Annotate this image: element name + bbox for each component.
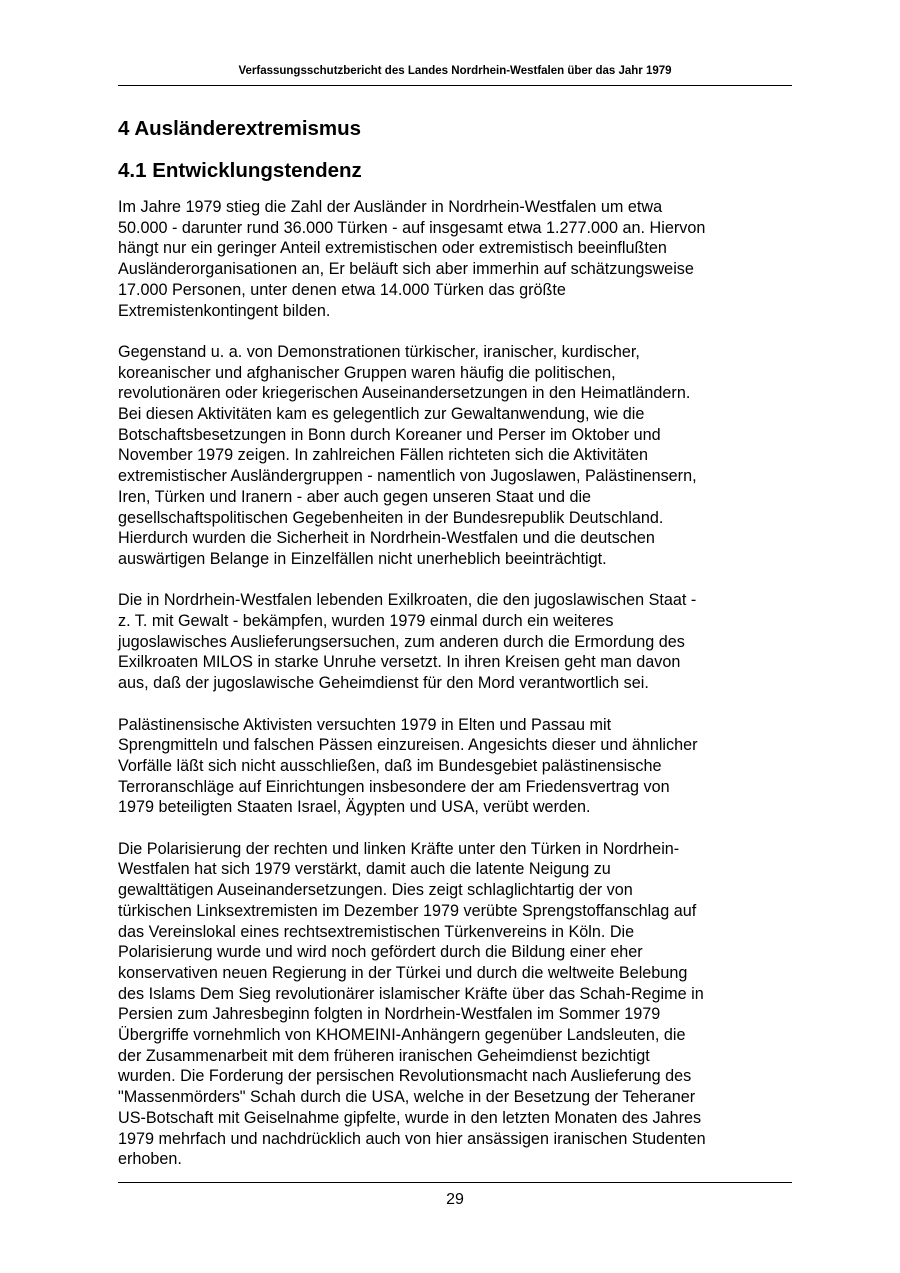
text-line: der Zusammenarbeit mit dem früheren iranischen Geheimdienst bezichtigt: [118, 1046, 650, 1065]
text-line: US-Botschaft mit Geiselnahme gipfelte, wurde in den letzten Monaten des Jahres: [118, 1108, 702, 1127]
text-line: aus, daß der jugoslawische Geheimdienst für den Mord verantwortlich sei.: [118, 674, 649, 693]
body-text: [118, 197, 798, 1191]
page-number: 29: [446, 1191, 464, 1208]
text-line: Übergriffe vornehmlich von KHOMEINI-Anhängern gegenüber Landsleuten, die: [118, 1026, 686, 1045]
text-line: November 1979 zeigen. In zahlreichen Fällen richteten sich die Aktivitäten: [118, 446, 648, 465]
text-line: Extremistenkontingent bilden.: [118, 301, 331, 320]
paragraph: [118, 715, 798, 819]
text-line: Vorfälle läßt sich nicht ausschließen, daß im Bundesgebiet palästinensische: [118, 756, 662, 775]
chapter-heading: 4 Ausländerextremismus: [118, 117, 362, 140]
paragraph: [118, 342, 798, 570]
text-line: auswärtigen Belange in Einzelfällen nicht unerheblich beeinträchtigt.: [118, 549, 607, 568]
text-line: Ausländerorganisationen an, Er beläuft sich aber immerhin auf schätzungsweise: [118, 260, 694, 279]
text-line: Bei diesen Aktivitäten kam es gelegentlich zur Gewaltanwendung, wie die: [118, 405, 645, 424]
text-line: Botschaftsbesetzungen in Bonn durch Koreaner und Perser im Oktober und: [118, 425, 661, 444]
text-line: jugoslawisches Auslieferungsersuchen, zum anderen durch die Ermordung des: [118, 632, 685, 651]
text-line: revolutionären oder kriegerischen Auseinandersetzungen in den Heimatländern.: [118, 384, 691, 403]
text-line: Exilkroaten MILOS in starke Unruhe versetzt. In ihren Kreisen geht man davon: [118, 653, 681, 672]
paragraph: [118, 590, 798, 694]
text-line: 17.000 Personen, unter denen etwa 14.000 Türken das größte: [118, 280, 566, 299]
text-line: z. T. mit Gewalt - bekämpfen, wurden 1979 einmal durch ein weiteres: [118, 612, 614, 631]
text-line: gewalttätigen Auseinandersetzungen. Dies zeigt schlaglichtartig der von: [118, 881, 633, 900]
text-line: hängt nur ein geringer Anteil extremistischen oder extremistisch beeinflußten: [118, 239, 667, 258]
text-line: Iren, Türken und Iranern - aber auch gegen unseren Staat und die: [118, 487, 592, 506]
paragraph: [118, 839, 798, 1170]
text-line: Die in Nordrhein-Westfalen lebenden Exilkroaten, die den jugoslawischen Staat -: [118, 591, 697, 610]
text-line: Persien zum Jahresbeginn folgten in Nordrhein-Westfalen im Sommer 1979: [118, 1005, 661, 1024]
text-line: 50.000 - darunter rund 36.000 Türken - auf insgesamt etwa 1.277.000 an. Hiervon: [118, 218, 706, 237]
text-line: türkischen Linksextremisten im Dezember 1979 verübte Sprengstoffanschlag auf: [118, 901, 697, 920]
text-line: "Massenmörders" Schah durch die USA, welche in der Besetzung der Teheraner: [118, 1088, 696, 1107]
text-line: Hierdurch wurden die Sicherheit in Nordrhein-Westfalen und die deutschen: [118, 529, 655, 548]
text-line: Gegenstand u. a. von Demonstrationen türkischer, iranischer, kurdischer,: [118, 342, 640, 361]
running-header: Verfassungsschutzbericht des Landes Nordrhein-Westfalen über das Jahr 1979: [238, 65, 672, 77]
text-line: Terroranschläge auf Einrichtungen insbesondere der am Friedensvertrag von: [118, 777, 670, 796]
text-line: gesellschaftspolitischen Gegebenheiten in der Bundesrepublik Deutschland.: [118, 508, 664, 527]
text-line: wurden. Die Forderung der persischen Revolutionsmacht nach Auslieferung des: [118, 1067, 692, 1086]
text-line: Polarisierung wurde und wird noch gefördert durch die Bildung einer eher: [118, 943, 643, 962]
text-line: extremistischer Ausländergruppen - namentlich von Jugoslawen, Palästinensern,: [118, 467, 697, 486]
section-heading: 4.1 Entwicklungstendenz: [118, 159, 362, 182]
header-divider: [118, 85, 792, 86]
text-line: koreanischer und afghanischer Gruppen waren häufig die politischen,: [118, 363, 616, 382]
text-line: Sprengmitteln und falschen Pässen einzureisen. Angesichts dieser und ähnlicher: [118, 736, 698, 755]
text-line: 1979 beteiligten Staaten Israel, Ägypten und USA, verübt werden.: [118, 798, 591, 817]
text-line: Die Polarisierung der rechten und linken Kräfte unter den Türken in Nordrhein-: [118, 839, 680, 858]
footer-divider: [118, 1182, 792, 1183]
text-line: das Vereinslokal eines rechtsextremistischen Türkenvereins in Köln. Die: [118, 922, 635, 941]
text-line: konservativen neuen Regierung in der Türkei und durch die weltweite Belebung: [118, 963, 688, 982]
paragraph: [118, 197, 798, 321]
text-line: Im Jahre 1979 stieg die Zahl der Ausländer in Nordrhein-Westfalen um etwa: [118, 198, 663, 216]
text-line: erhoben.: [118, 1150, 182, 1169]
text-line: Westfalen hat sich 1979 verstärkt, damit auch die latente Neigung zu: [118, 860, 611, 879]
text-line: des Islams Dem Sieg revolutionärer islamischer Kräfte über das Schah-Regime in: [118, 984, 704, 1003]
text-line: 1979 mehrfach und nachdrücklich auch von hier ansässigen iranischen Studenten: [118, 1129, 706, 1148]
text-line: Palästinensische Aktivisten versuchten 1979 in Elten und Passau mit: [118, 715, 612, 734]
